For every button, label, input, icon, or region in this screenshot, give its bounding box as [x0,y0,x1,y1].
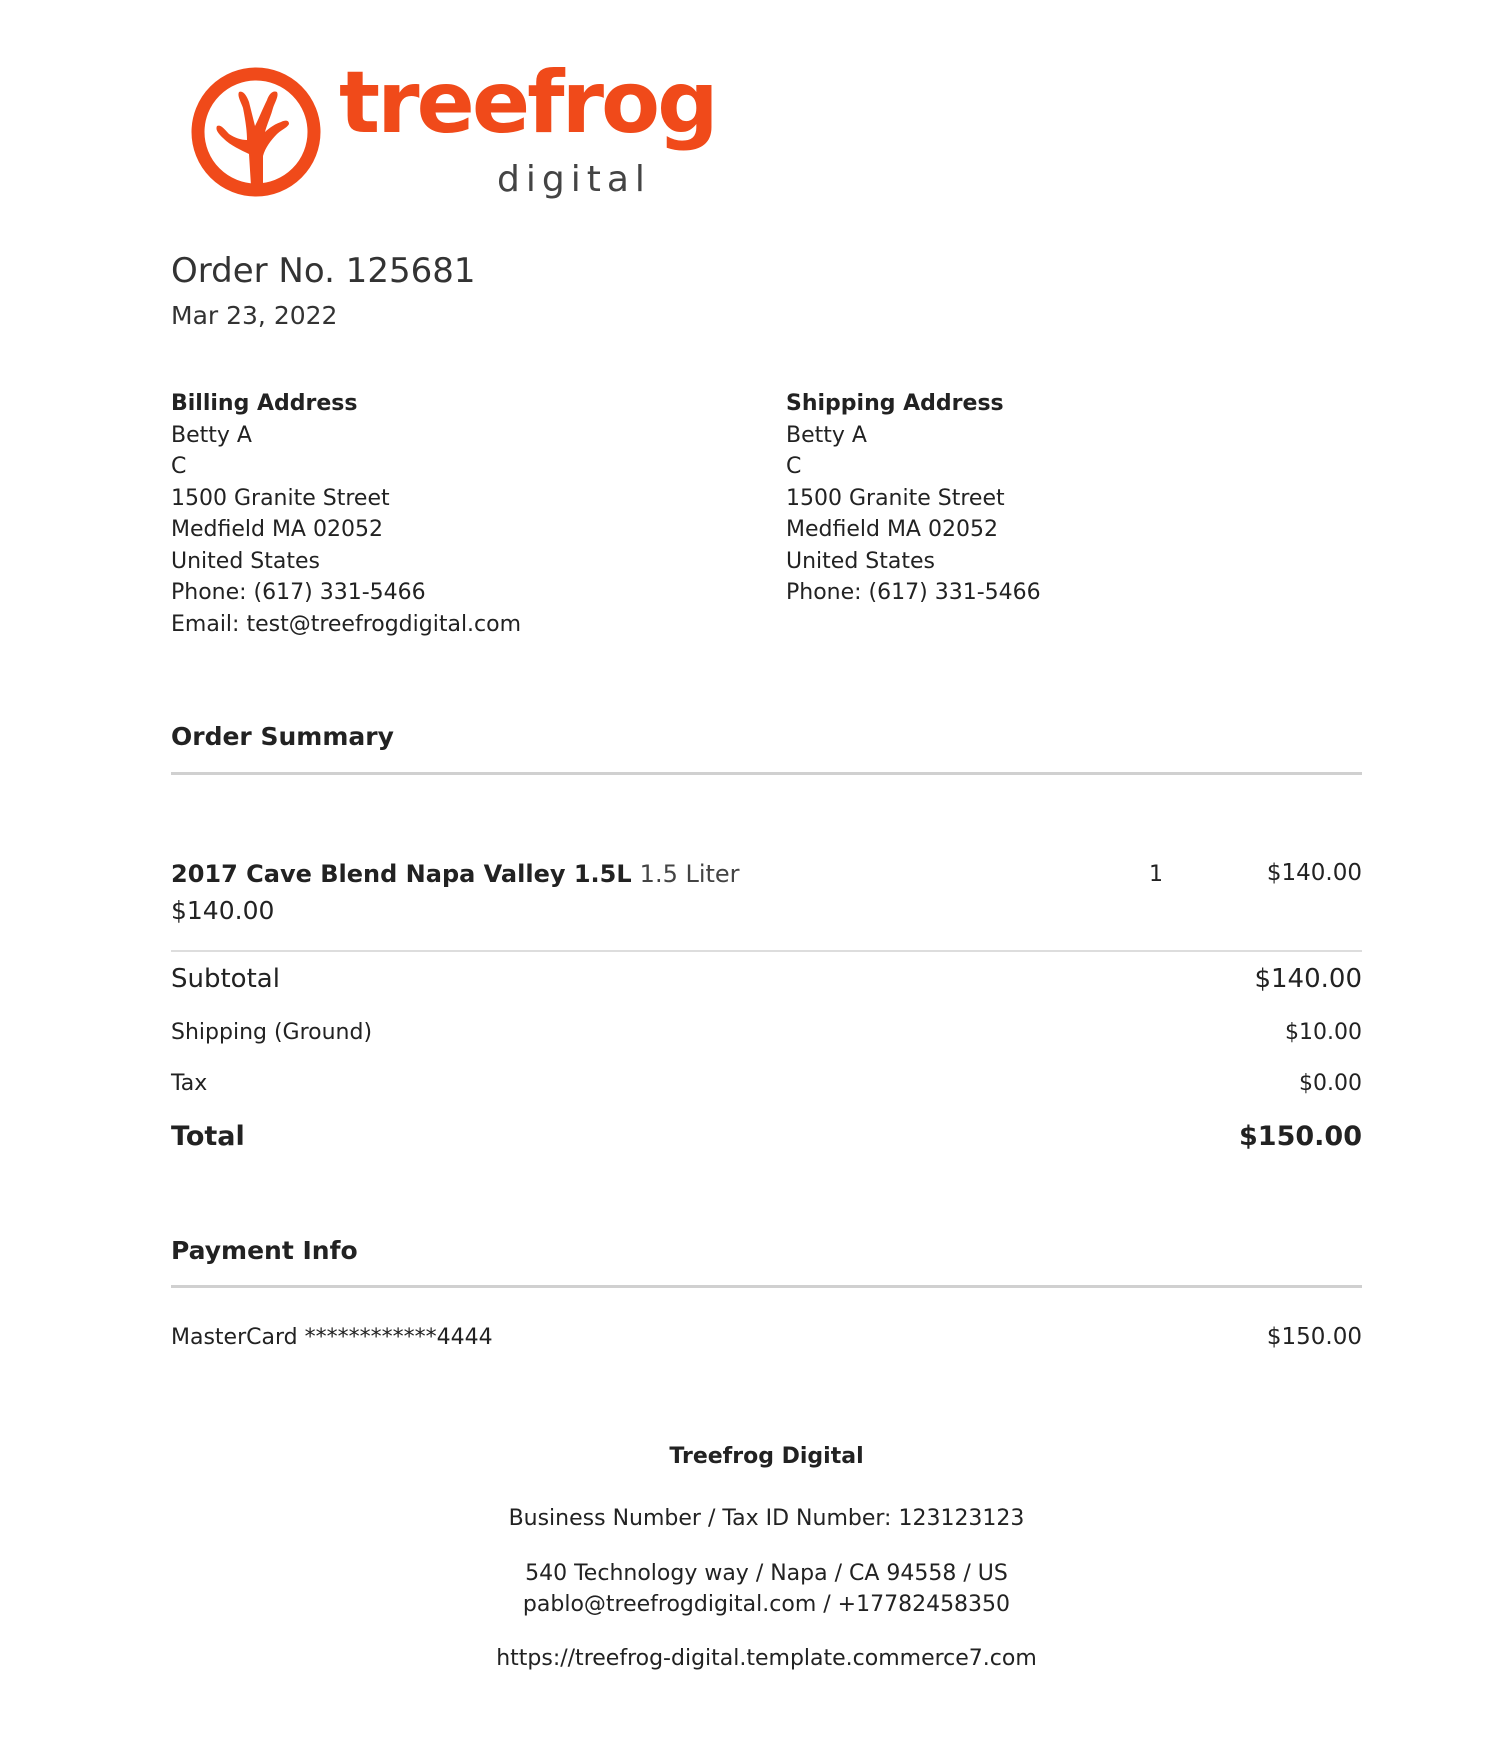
subtotal-label: Subtotal [171,964,280,994]
shipping-line: Phone: (617) 331-5466 [786,580,1041,605]
billing-line: 1500 Granite Street [171,485,390,511]
billing-line: Phone: (617) 331-5466 [171,580,426,605]
item-line-total: $140.00 [1266,860,1362,886]
tax-label: Tax [171,1071,208,1096]
footer-tax-id: Business Number / Tax ID Number: 123123123 [508,1506,1025,1531]
item-unit-price: $140.00 [171,896,275,925]
shipping-line: C [786,454,802,479]
billing-line: C [171,454,187,479]
billing-address-heading: Billing Address [171,391,358,416]
footer-url-link[interactable]: https://treefrog-digital.template.commerce7.com [496,1646,1037,1671]
payment-row [171,1324,1362,1350]
logo-sub-text: digital [497,159,651,200]
payment-info-title: Payment Info [171,1236,358,1265]
payment-amount: $150.00 [1266,1324,1362,1350]
item-name: 2017 Cave Blend Napa Valley 1.5L [171,860,632,888]
order-summary-title: Order Summary [171,722,394,751]
order-summary-divider [171,772,1362,775]
shipping-value: $10.00 [1285,1020,1362,1045]
shipping-row [171,1020,1362,1045]
subtotal-value: $140.00 [1254,964,1362,994]
footer-contact: pablo@treefrogdigital.com / +17782458350 [522,1592,1011,1617]
shipping-line: United States [786,548,935,574]
item-quantity: 1 [1149,862,1163,887]
order-title: Order No. 125681 [171,251,476,291]
shipping-line: Betty A [786,422,867,448]
line-item-description [171,860,971,888]
item-size: 1.5 Liter [639,860,740,888]
shipping-address-heading: Shipping Address [786,391,1004,416]
tax-value: $0.00 [1299,1071,1362,1096]
footer-address: 540 Technology way / Napa / CA 94558 / US [525,1561,1008,1586]
total-row [171,1121,1362,1152]
billing-line: Email: test@treefrogdigital.com [171,611,522,637]
total-value: $150.00 [1239,1121,1362,1152]
order-date: Mar 23, 2022 [171,301,338,330]
frog-icon [191,62,331,202]
item-divider [171,950,1362,952]
billing-line: United States [171,548,320,574]
tax-row [171,1071,1362,1096]
billing-line: Medfield MA 02052 [171,517,383,542]
shipping-address [786,388,1041,609]
logo-brand-text: treefrog [339,53,716,153]
shipping-line: Medfield MA 02052 [786,517,998,542]
subtotal-row [171,964,1362,994]
billing-line: Betty A [171,422,252,448]
total-label: Total [171,1121,245,1152]
shipping-label: Shipping (Ground) [171,1020,373,1045]
treefrog-logo [191,53,716,212]
footer-company: Treefrog Digital [669,1444,864,1469]
payment-method: MasterCard ************4444 [171,1325,493,1350]
shipping-line: 1500 Granite Street [786,485,1005,511]
payment-info-divider [171,1285,1362,1288]
billing-address [171,388,521,640]
